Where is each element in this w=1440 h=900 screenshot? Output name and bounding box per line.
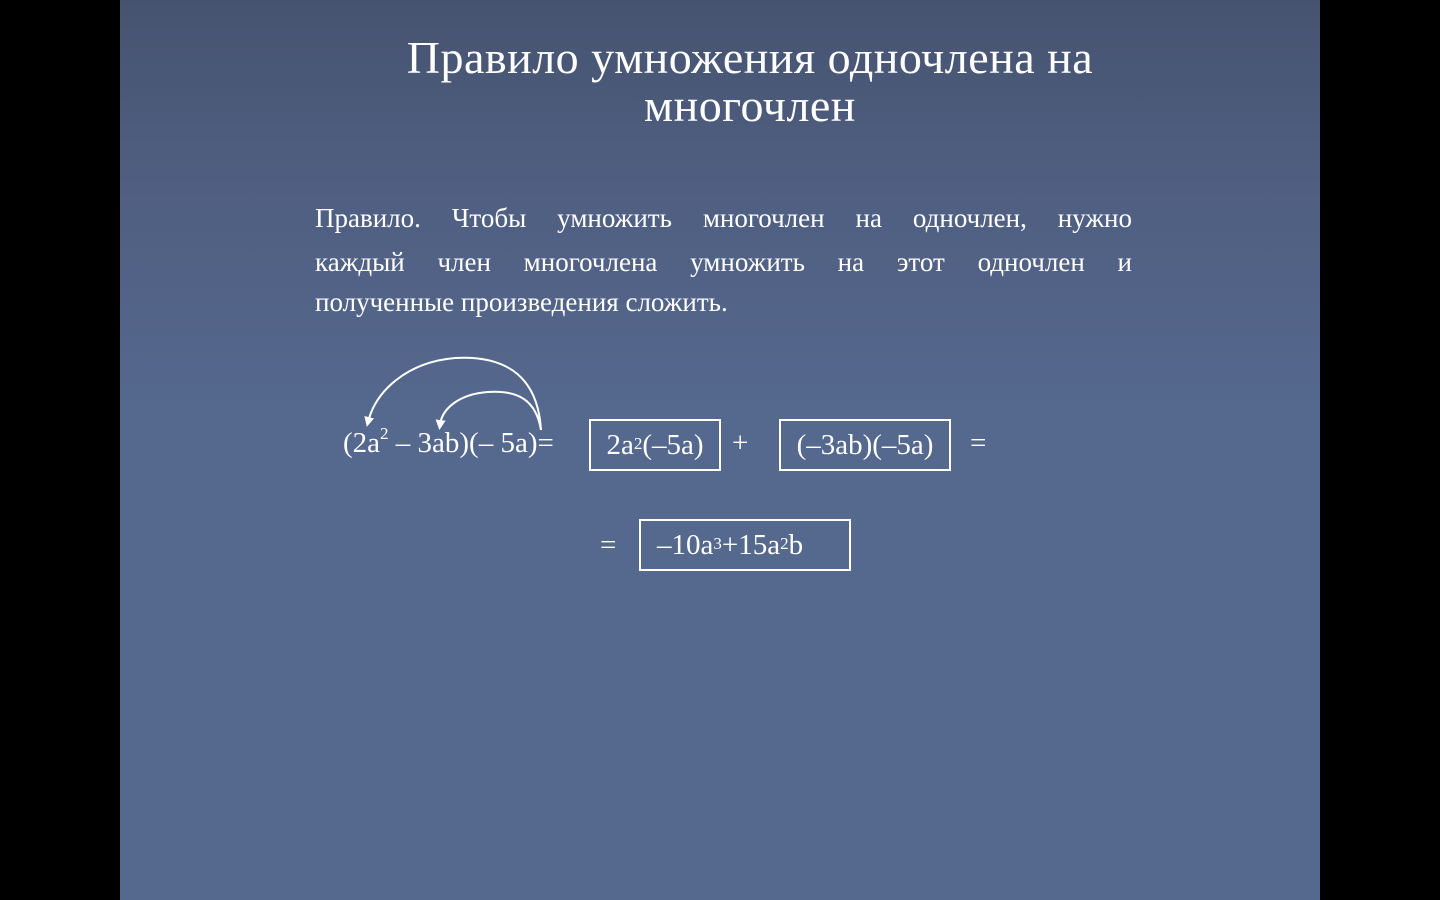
- polynomial-expression: [343, 424, 554, 460]
- rule-line-1: Правило. Чтобы умножить многочлен на одночлен, нужно: [315, 203, 1132, 233]
- rule-text: [315, 196, 1132, 320]
- slide: [120, 0, 1320, 900]
- expr-exponent-1: 2: [380, 424, 389, 443]
- title-line-2: многочлен: [644, 80, 856, 131]
- arrow-inner: [440, 392, 541, 430]
- equals-sign-1: =: [970, 427, 987, 459]
- box2-text: (–3ab)(–5a): [796, 428, 934, 461]
- expr-part-2: – 3ab)(– 5a)=: [388, 427, 554, 459]
- box1-exponent: 2: [633, 433, 643, 453]
- result-part-1: –10a: [657, 528, 714, 561]
- rule-line-2: каждый член многочлена умножить на этот одночлен и: [315, 247, 1132, 277]
- box1-base: 2a: [606, 428, 634, 461]
- result-exponent-2: 2: [780, 533, 789, 553]
- slide-title: [320, 34, 1180, 130]
- title-line-1: Правило умножения одночлена на: [406, 32, 1094, 83]
- equals-sign-2: =: [600, 529, 617, 561]
- product-box-1: [589, 419, 721, 471]
- rule-line-3: полученные произведения сложить.: [315, 287, 728, 317]
- result-exponent-1: 3: [713, 533, 722, 553]
- product-box-2: [779, 419, 951, 471]
- arrow-outer: [368, 358, 541, 430]
- result-part-2: +15a: [721, 528, 781, 561]
- result-box: [639, 519, 851, 571]
- expr-part-1: (2a: [343, 427, 381, 459]
- box1-rest: (–5a): [642, 428, 704, 461]
- result-part-3: b: [788, 528, 804, 561]
- plus-sign: +: [732, 427, 749, 459]
